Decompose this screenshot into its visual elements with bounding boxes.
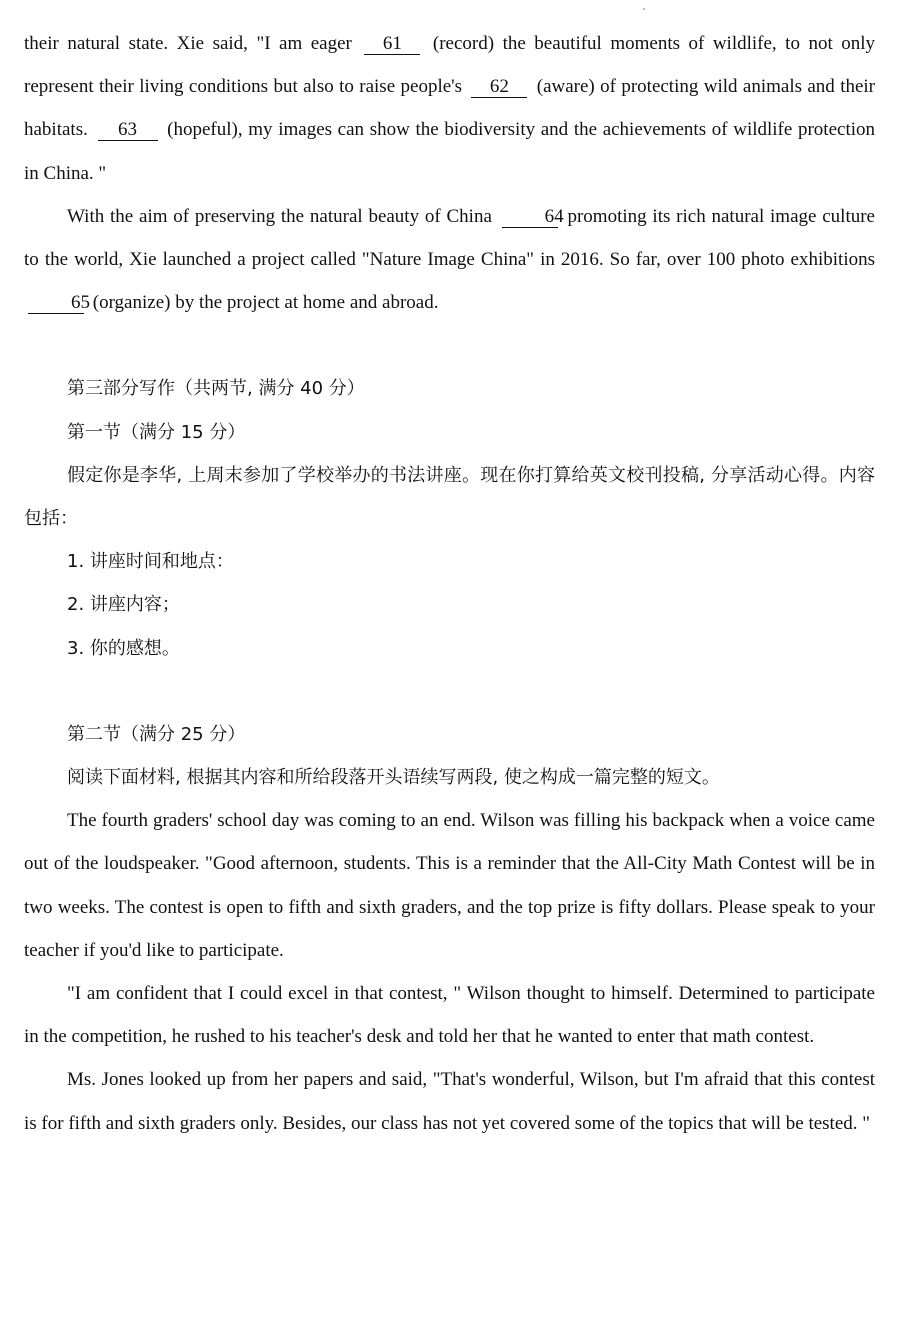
requirement-item: 2. 讲座内容； <box>67 594 180 616</box>
passage-text: (aware) of protecting wild animals and their habitats. <box>24 76 876 141</box>
passage-paragraph-2 <box>24 195 875 325</box>
requirement-item: 3. 你的感想。 <box>67 637 180 659</box>
blank-61[interactable]: 61 <box>364 34 420 55</box>
story-paragraph-3: Ms. Jones looked up from her papers and said, "That's wonderful, Wilson, but I'm afraid that this contest is for fifth and sixth graders only. Besides, our class has not yet covered some of the topics that will be tested. " <box>24 1069 875 1134</box>
section2-heading: 第二节（满分 25 分） <box>67 723 246 745</box>
passage-text: (hopeful), my images can show the biodiversity and the achievements of wildlife protection in China. " <box>24 119 876 184</box>
section2-prompt: 阅读下面材料, 根据其内容和所给段落开头语续写两段, 使之构成一篇完整的短文。 <box>67 767 720 789</box>
document-page <box>24 22 875 1145</box>
section1-prompt: 假定你是李华, 上周末参加了学校举办的书法讲座。现在你打算给英文校刊投稿, 分享活动心得。内容包括： <box>24 464 875 530</box>
story-paragraph-2: "I am confident that I could excel in that contest, " Wilson thought to himself. Determined to participate in the competition, he rushed to his teacher's desk and told her that he wanted to enter that math contest. <box>24 983 875 1048</box>
spacer <box>24 670 875 713</box>
passage-text: With the aim of preserving the natural beauty of China <box>67 205 492 227</box>
spacer <box>24 324 875 367</box>
passage-paragraph-1 <box>24 22 875 195</box>
section1-heading: 第一节（满分 15 分） <box>67 421 246 443</box>
passage-text: promoting its rich natural image culture to the world, Xie launched a project called "Nature Image China" in 2016. So far, over 100 photo exhibitions <box>24 205 875 271</box>
story-paragraph-1: The fourth graders' school day was coming to an end. Wilson was filling his backpack when a voice came out of the loudspeaker. "Good afternoon, students. This is a reminder that the All-City Math Contest will be in two weeks. The contest is open to fifth and sixth graders, and the top prize is fifty dollars. Please speak to your teacher if you'd like to participate. <box>24 810 875 961</box>
blank-63[interactable]: 63 <box>98 120 158 141</box>
passage-text: their natural state. Xie said, "I am eager <box>24 33 352 54</box>
requirement-item: 1. 讲座时间和地点： <box>67 551 234 573</box>
blank-64[interactable]: 64 <box>502 207 558 228</box>
passage-text: (organize) by the project at home and abroad. <box>92 292 439 314</box>
blank-62[interactable]: 62 <box>471 77 527 98</box>
passage-text: (record) the beautiful moments of wildlife, to not only represent their living conditions but also to raise people's <box>24 33 876 98</box>
part-heading: 第三部分写作（共两节, 满分 40 分） <box>67 378 365 400</box>
blank-65[interactable]: 65 <box>28 293 84 314</box>
scan-speck <box>643 8 645 10</box>
